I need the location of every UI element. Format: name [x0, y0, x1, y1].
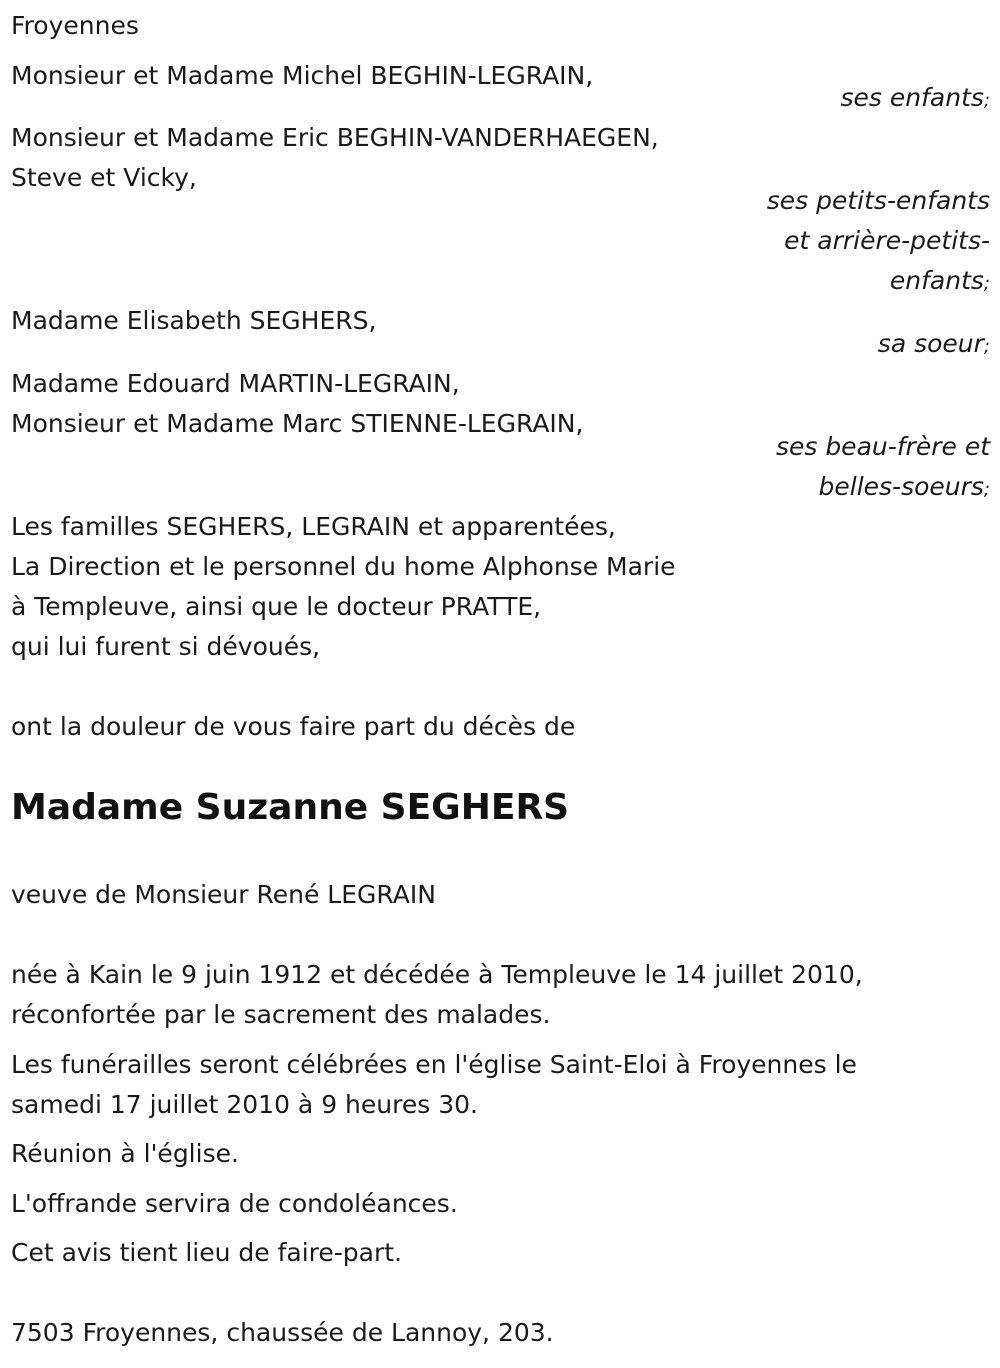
others-line: qui lui furent si dévoués, — [11, 632, 321, 661]
family-line: Monsieur et Madame Marc STIENNE-LEGRAIN, — [11, 409, 584, 438]
widow-of: veuve de Monsieur René LEGRAIN — [11, 880, 436, 909]
family-line: Monsieur et Madame Eric BEGHIN-VANDERHAEGEN, — [11, 123, 659, 152]
family-line: Madame Elisabeth SEGHERS, — [11, 306, 377, 335]
relation-label: ses beau-frère et — [775, 432, 990, 461]
others-line: La Direction et le personnel du home Alphonse Marie — [11, 552, 676, 581]
funeral-line: Les funérailles seront célébrées en l'église Saint-Eloi à Froyennes le — [11, 1050, 857, 1079]
relation-label: sa soeur; — [877, 329, 990, 358]
relation-label: belles-soeurs; — [818, 472, 990, 501]
birth-death-line: née à Kain le 9 juin 1912 et décédée à Templeuve le 14 juillet 2010, — [11, 960, 863, 989]
location-header: Froyennes — [11, 11, 139, 40]
birth-death-line: réconfortée par le sacrement des malades. — [11, 1000, 551, 1029]
deceased-name: Madame Suzanne SEGHERS — [11, 787, 570, 828]
offering-note: L'offrande servira de condoléances. — [11, 1189, 458, 1218]
family-line: Madame Edouard MARTIN-LEGRAIN, — [11, 369, 460, 398]
address: 7503 Froyennes, chaussée de Lannoy, 203. — [11, 1318, 554, 1347]
relation-label: et arrière-petits- — [784, 226, 990, 255]
family-line: Steve et Vicky, — [11, 163, 197, 192]
announcement: ont la douleur de vous faire part du décès de — [11, 712, 576, 741]
notice-note: Cet avis tient lieu de faire-part. — [11, 1238, 403, 1267]
others-line: Les familles SEGHERS, LEGRAIN et apparentées, — [11, 512, 616, 541]
meeting-note: Réunion à l'église. — [11, 1139, 239, 1168]
relation-label: ses petits-enfants — [766, 186, 990, 215]
relation-label: enfants; — [889, 266, 990, 295]
funeral-line: samedi 17 juillet 2010 à 9 heures 30. — [11, 1090, 478, 1119]
others-line: à Templeuve, ainsi que le docteur PRATTE, — [11, 592, 542, 621]
family-line: Monsieur et Madame Michel BEGHIN-LEGRAIN, — [11, 61, 594, 90]
relation-label: ses enfants; — [840, 83, 990, 112]
